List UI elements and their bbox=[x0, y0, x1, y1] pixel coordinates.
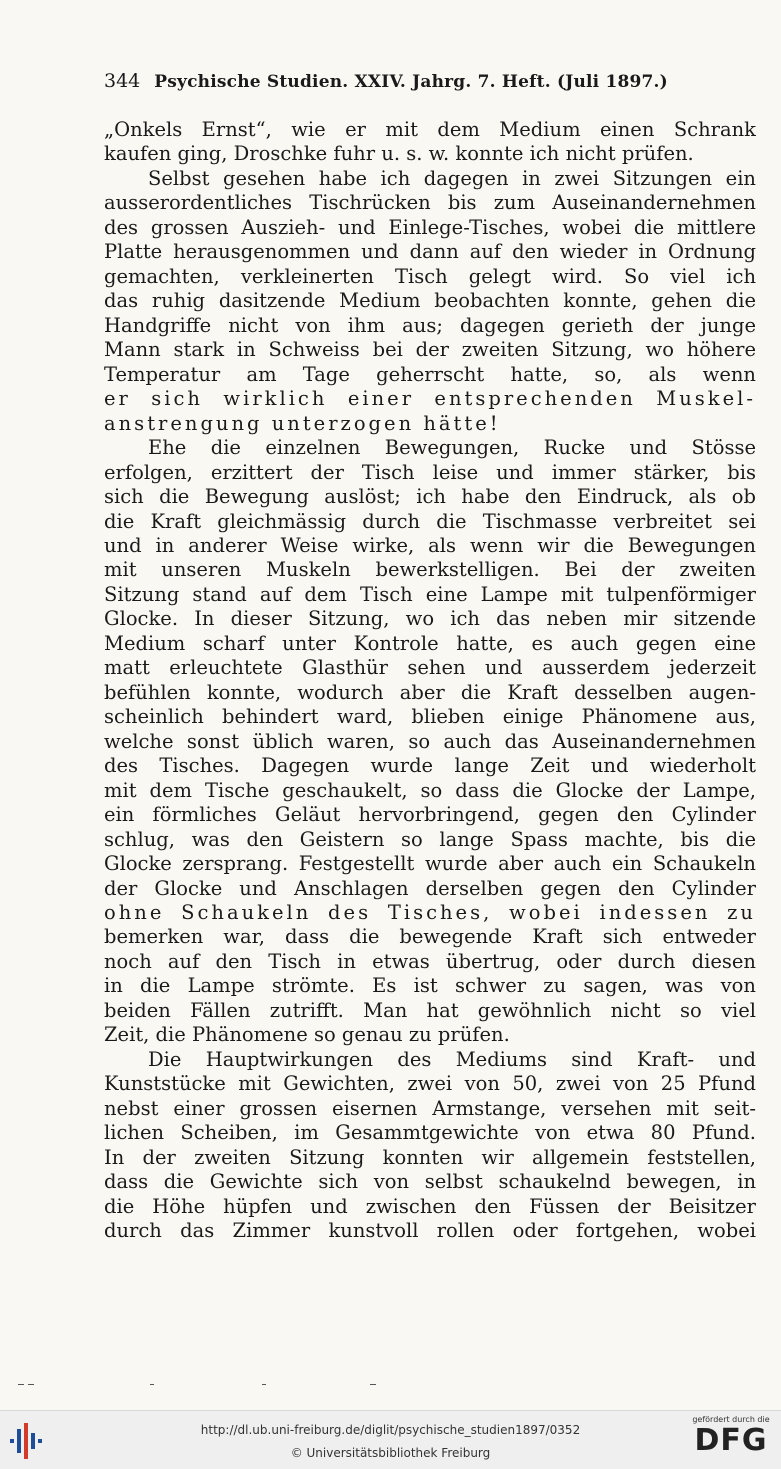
text-line: er sich wirklich einer entsprechenden Muskel- bbox=[104, 387, 756, 411]
text-line: gemachten, verkleinerten Tisch gelegt wird. So viel ich bbox=[104, 264, 756, 288]
text-line: Kunststücke mit Gewichten, zwei von 50, zwei von 25 Pfund bbox=[104, 1072, 756, 1096]
dfg-note: gefördert durch die bbox=[692, 1415, 770, 1424]
text-line: kaufen ging, Droschke fuhr u. s. w. konnte ich nicht prüfen. bbox=[104, 142, 694, 166]
text-line: noch auf den Tisch in etwas übertrug, oder durch diesen bbox=[104, 949, 756, 973]
text-line: lichen Scheiben, im Gesammtgewichte von etwa 80 Pfund. bbox=[104, 1121, 756, 1145]
text-line: Die Hauptwirkungen des Mediums sind Kraft- und bbox=[148, 1047, 756, 1071]
text-line: Ehe die einzelnen Bewegungen, Rucke und Stösse bbox=[148, 436, 756, 460]
scan-mark bbox=[18, 1384, 24, 1385]
text-line: erfolgen, erzittert der Tisch leise und immer stärker, bis bbox=[104, 460, 756, 484]
text-line: und in anderer Weise wirke, als wenn wir die Bewegungen bbox=[104, 533, 756, 557]
page-number: 344 bbox=[104, 70, 141, 92]
text-line: Zeit, die Phänomene so genau zu prüfen. bbox=[104, 1023, 510, 1047]
text-line: Glocke zersprang. Festgestellt wurde aber auch ein Schaukeln bbox=[104, 852, 756, 876]
text-line: anstrengung unterzogen hätte! bbox=[104, 411, 501, 435]
running-title: Psychische Studien. XXIV. Jahrg. 7. Heft. (Juli 1897.) bbox=[154, 72, 668, 92]
source-url-link[interactable]: http://dl.ub.uni-freiburg.de/diglit/psychische_studien1897/0352 bbox=[200, 1423, 581, 1437]
text-line: „Onkels Ernst“, wie er mit dem Medium einen Schrank bbox=[104, 118, 756, 141]
text-line: Handgriffe nicht von ihm aus; dagegen gerieth der junge bbox=[104, 313, 756, 337]
text-line: das ruhig dasitzende Medium beobachten konnte, gehen die bbox=[104, 289, 756, 313]
text-line: schlug, was den Geistern so lange Spass machte, bis die bbox=[104, 827, 756, 851]
text-line: mit dem Tische geschaukelt, so dass die Glocke der Lampe, bbox=[104, 778, 756, 802]
scan-mark bbox=[150, 1384, 154, 1385]
scan-mark bbox=[370, 1384, 376, 1385]
dfg-logo bbox=[686, 1415, 776, 1467]
text-line: ausserordentliches Tischrücken bis zum Auseinandernehmen bbox=[104, 191, 756, 215]
body-text bbox=[104, 118, 756, 1244]
running-header bbox=[104, 70, 760, 104]
text-line: welche sonst üblich waren, so auch das Auseinandernehmen bbox=[104, 729, 756, 753]
text-line: Selbst gesehen habe ich dagegen in zwei Sitzungen ein bbox=[148, 166, 756, 190]
viewer-footer bbox=[0, 1410, 781, 1469]
text-line: der Glocke und Anschlagen derselben gegen den Cylinder bbox=[104, 876, 756, 900]
text-line: die Höhe hüpfen und zwischen den Füssen der Beisitzer bbox=[104, 1194, 756, 1218]
text-line: des Tisches. Dagegen wurde lange Zeit und wiederholt bbox=[104, 754, 756, 778]
scan-mark bbox=[28, 1384, 34, 1385]
text-line: nebst einer grossen eisernen Armstange, versehen mit seit- bbox=[104, 1096, 756, 1120]
text-line: sich die Bewegung auslöst; ich habe den Eindruck, als ob bbox=[104, 485, 756, 509]
text-line: Sitzung stand auf dem Tisch eine Lampe mit tulpenförmiger bbox=[104, 582, 756, 606]
text-line: Platte herausgenommen und dann auf den wieder in Ordnung bbox=[104, 240, 756, 264]
scan-mark bbox=[262, 1384, 266, 1385]
text-line: des grossen Auszieh- und Einlege-Tisches, wobei die mittlere bbox=[104, 215, 756, 239]
text-line: scheinlich behindert ward, blieben einige Phänomene aus, bbox=[104, 705, 756, 729]
text-line: bemerken war, dass die bewegende Kraft sich entweder bbox=[104, 925, 756, 949]
text-line: ohne Schaukeln des Tisches, wobei indessen zu bbox=[104, 901, 756, 924]
text-line: befühlen konnte, wodurch aber die Kraft desselben augen- bbox=[104, 680, 756, 704]
text-line: Glocke. In dieser Sitzung, wo ich das neben mir sitzende bbox=[104, 607, 756, 631]
text-line: durch das Zimmer kunstvoll rollen oder fortgehen, wobei bbox=[104, 1219, 756, 1243]
text-line: dass die Gewichte sich von selbst schaukelnd bewegen, in bbox=[104, 1170, 756, 1194]
text-line: Medium scharf unter Kontrole hatte, es auch gegen eine bbox=[104, 631, 756, 655]
text-line: ein förmliches Geläut hervorbringend, gegen den Cylinder bbox=[104, 803, 756, 827]
text-line: beiden Fällen zutrifft. Man hat gewöhnlich nicht so viel bbox=[104, 998, 756, 1022]
text-line: die Kraft gleichmässig durch die Tischmasse verbreitet sei bbox=[104, 509, 756, 533]
dfg-logo-text: DFG bbox=[694, 1423, 768, 1458]
text-line: matt erleuchtete Glasthür sehen und ausserdem jederzeit bbox=[104, 656, 756, 680]
scan-marks bbox=[0, 1380, 781, 1390]
copyright-text: © Universitätsbibliothek Freiburg bbox=[290, 1446, 491, 1460]
text-line: mit unseren Muskeln bewerkstelligen. Bei der zweiten bbox=[104, 558, 756, 582]
text-line: Temperatur am Tage geherrscht hatte, so, als wenn bbox=[104, 362, 756, 386]
text-line: In der zweiten Sitzung konnten wir allgemein feststellen, bbox=[104, 1145, 756, 1169]
text-line: in die Lampe strömte. Es ist schwer zu sagen, was von bbox=[104, 974, 756, 998]
text-line: Mann stark in Schweiss bei der zweiten Sitzung, wo höhere bbox=[104, 338, 756, 362]
